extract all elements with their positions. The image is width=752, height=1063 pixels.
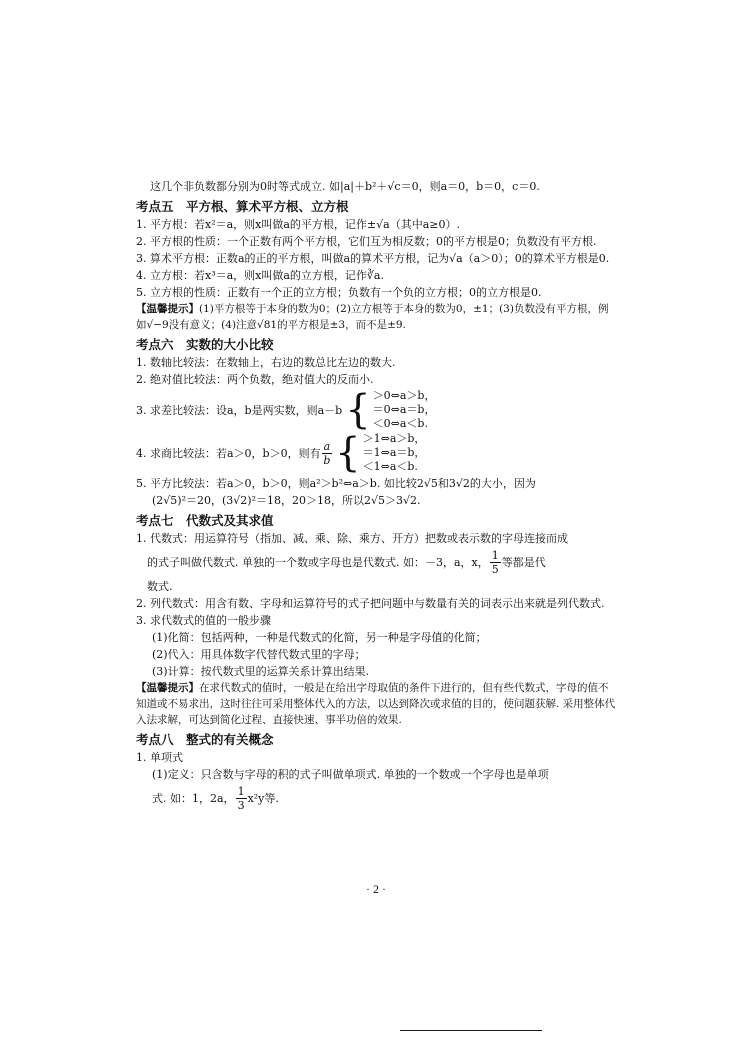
s6-item-2: 2. 绝对值比较法：两个负数，绝对值大的反而小. bbox=[136, 373, 374, 386]
s5-tip-text: (1)平方根等于本身的数为0；(2)立方根等于本身的数为0，±1；(3)负数没有平方根，例如√−9没有意义；(4)注意√81的平方根是±3，而不是±9. bbox=[136, 303, 609, 331]
s5-item-1: 1. 平方根：若x²＝a，则x叫做a的平方根，记作±√a（其中a≥0）. bbox=[136, 218, 460, 231]
s5-item-5: 5. 立方根的性质：正数有一个正的立方根；负数有一个负的立方根；0的立方根是0. bbox=[136, 286, 542, 299]
s7-step-1: (1)化简：包括两种，一种是代数式的化简，另一种是字母值的化简； bbox=[152, 631, 487, 644]
s6-quot-cases bbox=[363, 432, 426, 474]
s6-item-5-line-2: (2√5)²＝20，(3√2)²＝18，20＞18，所以2√5＞3√2. bbox=[152, 494, 421, 507]
s7-def-line-2-after: 等都是代 bbox=[501, 556, 546, 569]
s7-step-2: (2)代入：用具体数字代替代数式里的字母； bbox=[152, 648, 366, 661]
s7-step-3: (3)计算：按代数式里的运算关系计算出结果. bbox=[152, 665, 370, 678]
left-brace-icon: { bbox=[345, 387, 371, 433]
fraction bbox=[322, 440, 333, 467]
s6-quot-lead: 4. 求商比较法：若a＞0，b＞0，则有 bbox=[136, 446, 321, 460]
s5-item-3: 3. 算术平方根：正数a的正的平方根，叫做a的算术平方根，记为√a（a＞0）；0的算术平方根是0. bbox=[136, 252, 610, 265]
s7-item-2: 2. 列代数式：用含有数、字母和运算符号的式子把问题中与数量有关的词表示出来就是列代数式. bbox=[136, 597, 605, 610]
s8-def-line-1: (1)定义：只含数与字母的积的式子叫做单项式. 单独的一个数或一个字母也是单项 bbox=[152, 768, 549, 781]
fraction-denominator: b bbox=[323, 453, 331, 467]
s5-item-2: 2. 平方根的性质：一个正数有两个平方根，它们互为相反数；0的平方根是0；负数没有平方根. bbox=[136, 235, 597, 248]
s7-def-line-2-before: 的式子叫做代数式. 单独的一个数或字母也是代数式. 如：－3，a，x， bbox=[147, 556, 489, 569]
s5-tip-label: 【温馨提示】 bbox=[136, 303, 199, 315]
fraction-denominator: 5 bbox=[491, 563, 499, 576]
s8-item-1: 1. 单项式 bbox=[136, 751, 183, 764]
s7-tip-label: 【温馨提示】 bbox=[136, 682, 199, 694]
s6-quot-compare bbox=[136, 432, 618, 474]
s6-diff-lead: 3. 求差比较法：设a，b是两实数，则a－b bbox=[136, 403, 343, 417]
s5-item-4: 4. 立方根：若x³＝a，则x叫做a的立方根，记作∛a. bbox=[136, 269, 384, 282]
section-heading-6: 考点六 实数的大小比较 bbox=[136, 337, 274, 352]
s5-tip bbox=[136, 301, 618, 333]
s8-def-line-2-before: 式. 如：1，2a， bbox=[152, 792, 235, 805]
document-body bbox=[136, 178, 618, 812]
footer-rule bbox=[400, 1030, 542, 1031]
s7-tip-text: 在求代数式的值时，一般是在给出字母取值的条件下进行的，但有些代数式，字母的值不知道或不易求出，这时往往可采用整体代入的方法，以达到降次或求值的目的，使问题获解. 采用整体代入法求解，可达到简化过程、直接快速、事半功倍的效果. bbox=[136, 682, 616, 726]
section-heading-7: 考点七 代数式及其求值 bbox=[136, 513, 274, 528]
case-row: ＞1⇔a＞b， bbox=[362, 432, 426, 445]
left-brace-icon: { bbox=[335, 430, 361, 476]
s7-def-line-3: 数式. bbox=[147, 580, 173, 593]
s7-def-line-2 bbox=[136, 549, 618, 576]
case-row: ＞0⇔a＞b， bbox=[372, 389, 436, 402]
fraction-numerator: 1 bbox=[237, 785, 245, 798]
s8-def-line-2-after: x²y等. bbox=[247, 792, 279, 805]
continuation-text: 这几个非负数都分别为0时等式成立. 如|a|＋b²＋√c＝0，则a＝0，b＝0，c＝0. bbox=[150, 180, 540, 193]
s6-item-5-line-1: 5. 平方比较法：若a＞0，b＞0，则a²＞b²⇔a＞b. 如比较2√5和3√2的大小，因为 bbox=[136, 477, 536, 490]
s8-def-line-2 bbox=[136, 785, 618, 812]
s7-def-line-1: 1. 代数式：用运算符号（指加、减、乘、除、乘方、开方）把数或表示数的字母连接而成 bbox=[136, 532, 568, 545]
s7-tip bbox=[136, 680, 618, 728]
s6-diff-cases bbox=[373, 389, 436, 431]
section-heading-5: 考点五 平方根、算术平方根、立方根 bbox=[136, 199, 349, 214]
case-row: ＝1⇔a＝b， bbox=[362, 446, 426, 459]
s7-item-3: 3. 求代数式的值的一般步骤 bbox=[136, 614, 271, 627]
fraction-numerator: 1 bbox=[491, 549, 499, 562]
fraction bbox=[236, 785, 247, 812]
section-heading-8: 考点八 整式的有关概念 bbox=[136, 732, 274, 747]
fraction-numerator: a bbox=[323, 439, 331, 453]
fraction bbox=[490, 549, 501, 576]
case-row: ＝0⇔a＝b， bbox=[372, 403, 436, 416]
page-number: · 2 · bbox=[366, 882, 386, 896]
case-row: ＜1⇔a＜b. bbox=[362, 460, 418, 473]
case-row: ＜0⇔a＜b. bbox=[372, 417, 428, 430]
s6-item-1: 1. 数轴比较法：在数轴上，右边的数总比左边的数大. bbox=[136, 356, 396, 369]
fraction-denominator: 3 bbox=[237, 799, 245, 812]
s6-diff-compare bbox=[136, 389, 618, 431]
